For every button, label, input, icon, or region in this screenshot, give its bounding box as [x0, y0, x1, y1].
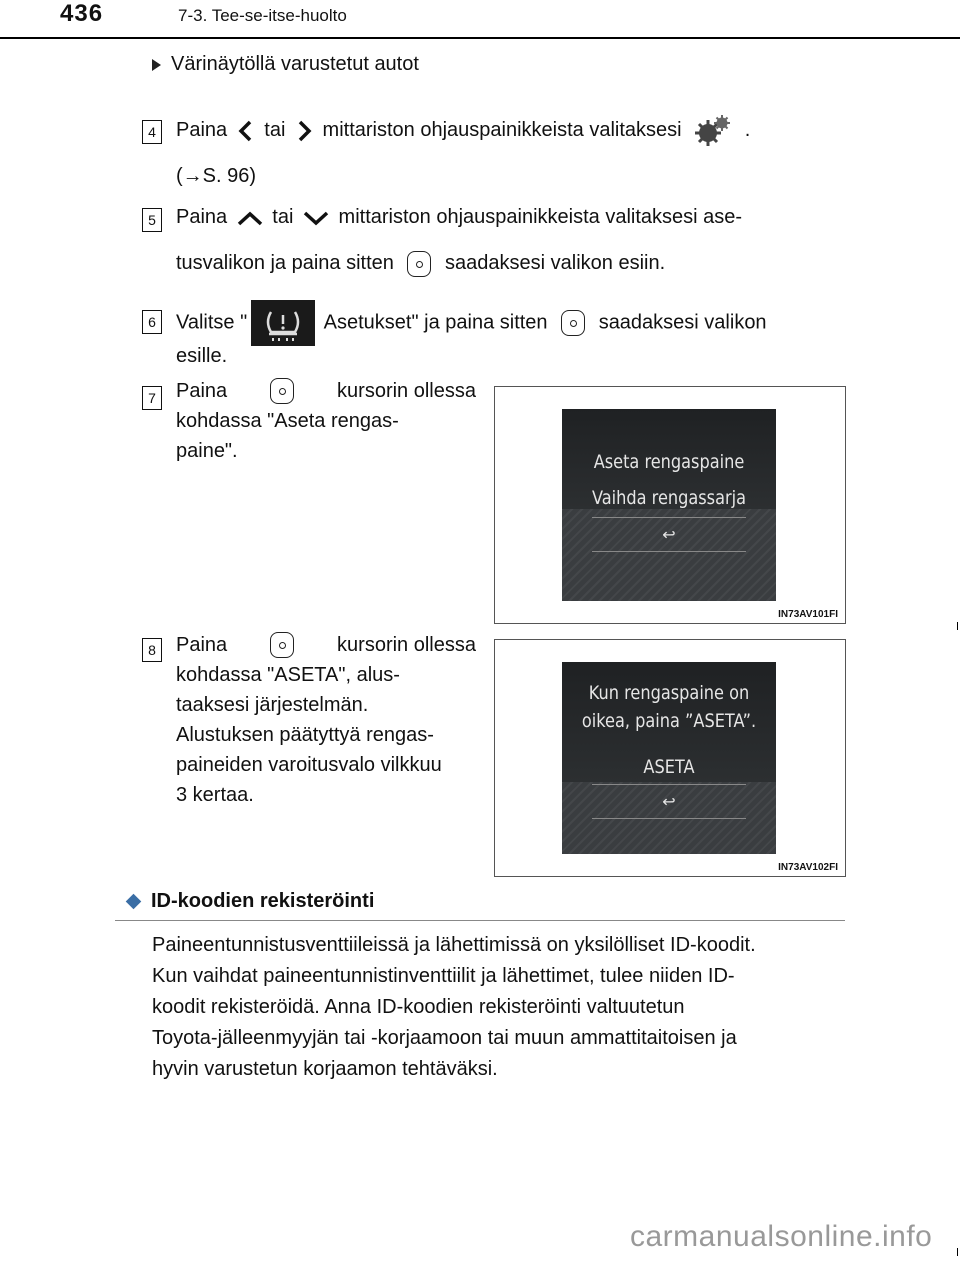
text: mittariston ohjauspainikkeista valitaksesi — [322, 119, 682, 141]
display-screen — [562, 662, 776, 854]
header-rule — [0, 37, 960, 39]
text: Valitse " — [176, 311, 248, 334]
enter-button-icon — [270, 378, 294, 404]
step-5-text — [176, 199, 846, 235]
step-5-line2 — [176, 245, 665, 281]
text: paine". — [176, 440, 238, 462]
step-7-text — [176, 376, 476, 466]
back-icon: ↩ — [662, 525, 676, 544]
text: Paina — [176, 380, 228, 402]
enter-button-icon — [407, 251, 431, 277]
paragraph-line: Kun vaihdat paineentunnistinventtiilit ja lähettimet, tulee niiden ID- — [152, 965, 735, 987]
message-line-1: Kun rengaspaine on — [588, 682, 750, 704]
gear-icon — [693, 113, 733, 149]
figure-2 — [494, 639, 846, 877]
message-line-2: oikea, paina ”ASETA”. — [581, 710, 757, 732]
step-number: 6 — [142, 310, 162, 334]
menu-item-aseta-rengaspaine: Aseta rengaspaine — [593, 451, 745, 473]
step-number: 7 — [142, 386, 162, 410]
text: Paina — [176, 206, 228, 228]
text: Alustuksen päätyttyä rengas- — [176, 724, 434, 746]
text: kursorin ollessa — [337, 634, 476, 656]
chevron-up-icon — [233, 207, 267, 229]
chevron-right-icon — [291, 118, 317, 144]
step-8-text — [176, 630, 476, 810]
text: tai — [264, 119, 286, 141]
text: saadaksesi valikon esiin. — [445, 252, 666, 274]
page-number: 436 — [60, 0, 104, 27]
back-icon: ↩ — [662, 792, 676, 811]
crop-mark — [957, 1248, 958, 1256]
step-number: 4 — [142, 120, 162, 144]
text: mittariston ohjauspainikkeista valitaksesi ase- — [338, 206, 743, 228]
subsection-heading — [128, 890, 374, 913]
text: Paina — [176, 119, 228, 141]
enter-button-icon — [561, 310, 585, 336]
text: kursorin ollessa — [337, 380, 476, 402]
chevron-down-icon — [299, 207, 333, 229]
paragraph-line: hyvin varustetun korjaamon tehtäväksi. — [152, 1058, 498, 1080]
subsection-body — [152, 930, 838, 1085]
tpms-warning-icon — [251, 300, 315, 346]
chevron-left-icon — [233, 118, 259, 144]
section-title: 7-3. Tee-se-itse-huolto — [178, 6, 347, 25]
text: 3 kertaa. — [176, 784, 254, 806]
paragraph-line: Paineentunnistusventtiileissä ja lähettimissä on yksilölliset ID-koodit. — [152, 934, 756, 956]
text: kohdassa "ASETA", alus- — [176, 664, 400, 686]
text: paineiden varoitusvalo vilkkuu — [176, 754, 442, 776]
step-number: 5 — [142, 208, 162, 232]
intro-label: Värinäytöllä varustetut autot — [171, 53, 419, 75]
separator — [592, 784, 746, 785]
menu-item-aseta: ASETA — [643, 756, 695, 778]
text: Paina — [176, 634, 228, 656]
text: . — [744, 119, 751, 141]
step-6-text — [176, 300, 846, 346]
separator — [592, 517, 746, 518]
step-4-ref: (→S. 96) — [176, 165, 257, 187]
figure-id: IN73AV101FI — [778, 609, 838, 620]
figure-id: IN73AV102FI — [778, 862, 838, 873]
step-4-text — [176, 112, 846, 149]
text: tai — [272, 206, 294, 228]
crop-mark — [957, 622, 958, 630]
subsection-title: ID-koodien rekisteröinti — [151, 890, 375, 912]
menu-item-vaihda-rengassarja: Vaihda rengassarja — [591, 487, 747, 509]
text: saadaksesi valikon — [598, 311, 767, 334]
watermark: carmanualsonline.info — [630, 1220, 933, 1253]
paragraph-line: Toyota-jälleenmyyjän tai -korjaamoon tai muun ammattitaitoisen ja — [152, 1027, 737, 1049]
step-6-line2: esille. — [176, 345, 228, 367]
triangle-bullet-icon — [152, 59, 161, 71]
text: kohdassa "Aseta rengas- — [176, 410, 399, 432]
intro-line — [152, 46, 419, 82]
figure-1 — [494, 386, 846, 624]
enter-button-icon — [270, 632, 294, 658]
separator — [592, 551, 746, 552]
separator — [592, 818, 746, 819]
text: tusvalikon ja paina sitten — [176, 252, 394, 274]
paragraph-line: koodit rekisteröidä. Anna ID-koodien rekisteröinti valtuutetun — [152, 996, 685, 1018]
display-screen — [562, 409, 776, 601]
subsection-rule — [115, 920, 845, 921]
diamond-bullet-icon — [126, 894, 142, 910]
text: Asetukset" ja paina sitten — [323, 311, 548, 334]
text: taaksesi järjestelmän. — [176, 694, 369, 716]
step-number: 8 — [142, 638, 162, 662]
